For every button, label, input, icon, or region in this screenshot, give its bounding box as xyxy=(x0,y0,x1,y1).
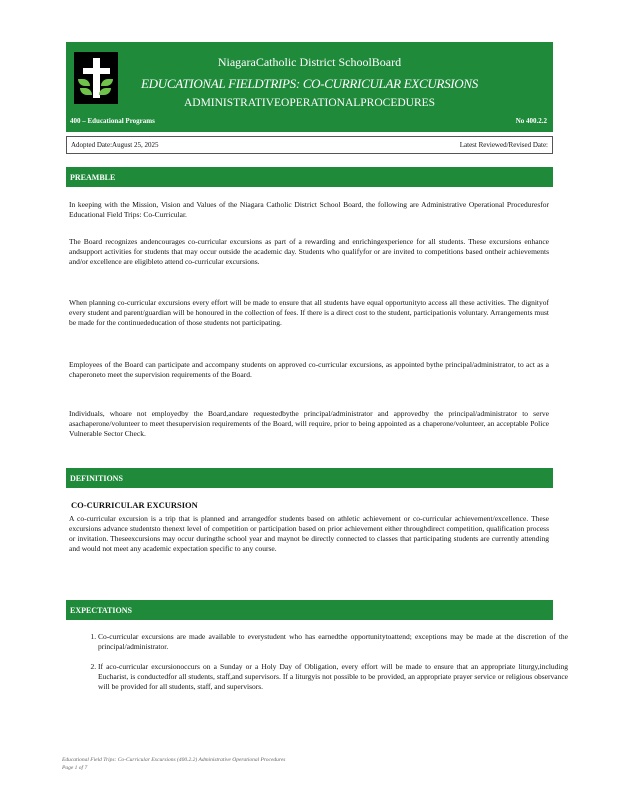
preamble-paragraph: In keeping with the Mission, Vision and Values of the Niagara Catholic District School Board, the following are Administrative Operational Proceduresfor Educational Field Trips: Co-Curricular. xyxy=(69,200,549,219)
page-footer xyxy=(62,756,285,772)
footer-page-number: Page 1 of 7 xyxy=(62,765,88,771)
dates-box xyxy=(66,136,553,154)
document-subtitle: ADMINISTRATIVEOPERATIONALPROCEDURES xyxy=(183,97,436,109)
expectations-list xyxy=(78,632,568,702)
list-item: 2. If aco-curricular excursionoccurs on a Sunday or a Holy Day of Obligation, every effort will be made to ensure that an appropriate liturgy,including Eucharist, is conductedfor all students, staff,and supervisors. If a liturgyis not possible to be provided, an appropriate prayer service or religious observance will be provided for all students, staff, and supervisors. xyxy=(98,662,568,692)
document-title: EDUCATIONAL FIELDTRIPS: CO-CURRICULAR EXCURSIONS xyxy=(141,76,478,91)
expectations-heading: EXPECTATIONS xyxy=(70,606,132,615)
adopted-date: Adopted Date:August 25, 2025 xyxy=(71,141,159,149)
preamble-heading: PREAMBLE xyxy=(70,173,116,182)
definition-text: A co-curricular excursion is a trip that is planned and arrangedfor students based on athletic achievement or co-curricular achievement/excellence. These excursions advance studentsto thenext level of competition or participation based on prior achievement either throughdirect competition, qualification process or invitation. Theseexcursions may occur duringthe school year and maynot be directly connected to classes that participating students are currently attending and would not meet any academic expectation specific to any course. xyxy=(69,514,549,553)
preamble-paragraph: Employees of the Board can participate and accompany students on approved co-curricular excursions, as appointed bythe principal/administrator, to act as a chaperoneto meet the supervision requirements of the Board. xyxy=(69,360,549,379)
document-header xyxy=(66,42,553,132)
policy-section: 400 – Educational Programs xyxy=(70,117,155,125)
preamble-paragraph: When planning co-curricular excursions every effort will be made to ensure that all students have equal opportunityto access all these activities. The dignityof every student and parent/guardian will be honoured in the collection of fees. If there is a direct cost to the student, participationis voluntary. Arrangements must be made for the continuededucation of those students not participating. xyxy=(69,298,549,327)
footer-document-name: Educational Field Trips: Co-Curricular Excursions (400.2.2) Administrative Operational Procedures xyxy=(62,757,286,763)
preamble-paragraph: Individuals, whoare not employedby the Board,andare requestedbythe principal/administrator and approvedby the principal/administrator to serve asachaperone/volunteer to meet thesupervision requirements of the Board, will require, prior to being appointed as a chaperone/volunteer, an acceptable Police Vulnerable Sector Check. xyxy=(69,409,549,438)
board-name: NiagaraCatholic District SchoolBoard xyxy=(217,55,402,69)
definition-term: CO-CURRICULAR EXCURSION xyxy=(71,500,198,510)
reviewed-date: Latest Reviewed/Revised Date: xyxy=(459,141,548,149)
preamble-paragraph: The Board recognizes andencourages co-curricular excursions as part of a rewarding and enrichingexperience for all students. These excursions enhance andsupport activities for students that may occur outside the academic day. Students who qualifyfor or are invited to competitions based ontheir achievements and/or excellence are eligibleto attend co-curricular excursions. xyxy=(69,237,549,266)
policy-number: No 400.2.2 xyxy=(515,117,547,125)
definitions-heading: DEFINITIONS xyxy=(70,474,123,483)
expectations-heading-bar xyxy=(66,600,553,620)
definitions-heading-bar xyxy=(66,468,553,488)
preamble-heading-bar xyxy=(66,167,553,187)
list-item: 1. Co-curricular excursions are made available to everystudent who has earnedthe opportunitytoattend; exceptions may be made at the discretion of the principal/administrator. xyxy=(98,632,568,652)
